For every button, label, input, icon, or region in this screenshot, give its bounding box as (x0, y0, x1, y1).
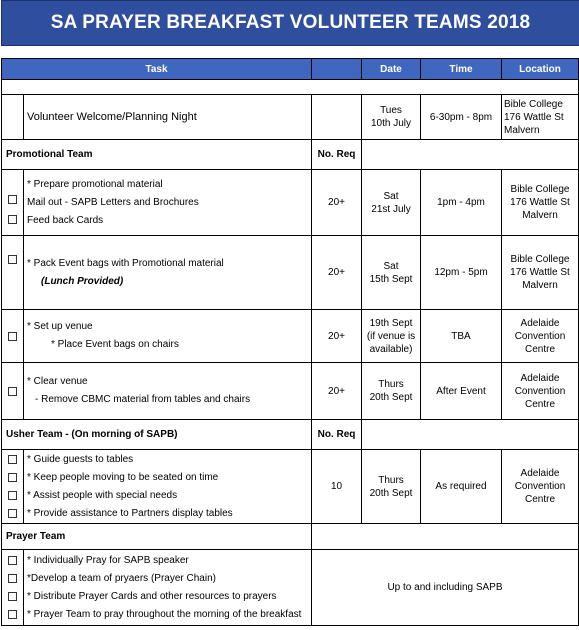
header-row (2, 59, 579, 80)
checkbox[interactable] (8, 215, 17, 224)
promo-noreq-label: No. Req (312, 140, 362, 170)
checkbox[interactable] (8, 255, 17, 264)
checkbox[interactable] (8, 509, 17, 518)
prayer-heading: Prayer Team (2, 524, 312, 550)
prayer-heading-row (2, 524, 579, 550)
promo-2-date: Sat 15th Sept (362, 236, 421, 310)
promo-3-location: Adelaide Convention Centre (502, 310, 579, 363)
promo-1-time: 1pm - 4pm (421, 170, 502, 236)
header-date: Date (362, 59, 421, 80)
page-title: SA PRAYER BREAKFAST VOLUNTEER TEAMS 2018 (1, 0, 579, 46)
promo-row-3 (2, 310, 579, 363)
usher-heading-row (2, 420, 579, 450)
promo-3-time: TBA (421, 310, 502, 363)
promo-3-no: 20+ (312, 310, 362, 363)
checkbox[interactable] (8, 491, 17, 500)
promo-4-task: * Clear venue - Remove CBMC material from tables and chairs (24, 363, 312, 420)
promo-1-location: Bible College 176 Wattle St Malvern (502, 170, 579, 236)
promo-4-date: Thurs 20th Sept (362, 363, 421, 420)
welcome-time: 6-30pm - 8pm (421, 95, 502, 140)
welcome-date: Tues 10th July (362, 95, 421, 140)
promo-2-time: 12pm - 5pm (421, 236, 502, 310)
usher-heading: Usher Team - (On morning of SAPB) (2, 420, 312, 450)
promo-1-no: 20+ (312, 170, 362, 236)
promo-3-task: * Set up venue * Place Event bags on chairs (24, 310, 312, 363)
promo-1-date: Sat 21st July (362, 170, 421, 236)
promo-2-location: Bible College 176 Wattle St Malvern (502, 236, 579, 310)
header-noreq-blank (312, 59, 362, 80)
checkbox[interactable] (8, 473, 17, 482)
checkbox[interactable] (8, 455, 17, 464)
promo-row-1 (2, 170, 579, 236)
checkbox[interactable] (8, 574, 17, 583)
welcome-task: Volunteer Welcome/Planning Night (24, 95, 312, 140)
promo-4-time: After Event (421, 363, 502, 420)
usher-time: As required (421, 450, 502, 524)
promo-4-location: Adelaide Convention Centre (502, 363, 579, 420)
volunteer-table (1, 58, 579, 626)
prayer-task: * Individually Pray for SAPB speaker *Develop a team of pryaers (Prayer Chain) * Distribute Prayer Cards and other resources to prayers * Prayer Team to pray throughout the morning of the breakfast (24, 550, 312, 626)
usher-row (2, 450, 579, 524)
header-task: Task (2, 59, 312, 80)
prayer-row (2, 550, 579, 626)
promo-row-2 (2, 236, 579, 310)
checkbox[interactable] (8, 387, 17, 396)
usher-noreq-label: No. Req (312, 420, 362, 450)
promo-heading-row (2, 140, 579, 170)
prayer-when: Up to and including SAPB (312, 550, 579, 626)
checkbox[interactable] (8, 332, 17, 341)
usher-no: 10 (312, 450, 362, 524)
promo-heading: Promotional Team (2, 140, 312, 170)
promo-2-task: * Pack Event bags with Promotional material (Lunch Provided) (24, 236, 312, 310)
header-location: Location (502, 59, 579, 80)
promo-4-no: 20+ (312, 363, 362, 420)
welcome-location: Bible College 176 Wattle St Malvern (502, 95, 579, 140)
usher-location: Adelaide Convention Centre (502, 450, 579, 524)
header-time: Time (421, 59, 502, 80)
checkbox[interactable] (8, 195, 17, 204)
promo-2-no: 20+ (312, 236, 362, 310)
checkbox[interactable] (8, 610, 17, 619)
promo-3-date: 19th Sept (if venue is available) (362, 310, 421, 363)
checkbox[interactable] (8, 592, 17, 601)
spacer-row (2, 80, 579, 95)
promo-row-4 (2, 363, 579, 420)
usher-task: * Guide guests to tables * Keep people moving to be seated on time * Assist people with special needs * Provide assistance to Partners display tables (24, 450, 312, 524)
usher-date: Thurs 20th Sept (362, 450, 421, 524)
promo-1-task: * Prepare promotional material Mail out - SAPB Letters and Brochures Feed back Cards (24, 170, 312, 236)
welcome-row (2, 95, 579, 140)
checkbox[interactable] (8, 556, 17, 565)
